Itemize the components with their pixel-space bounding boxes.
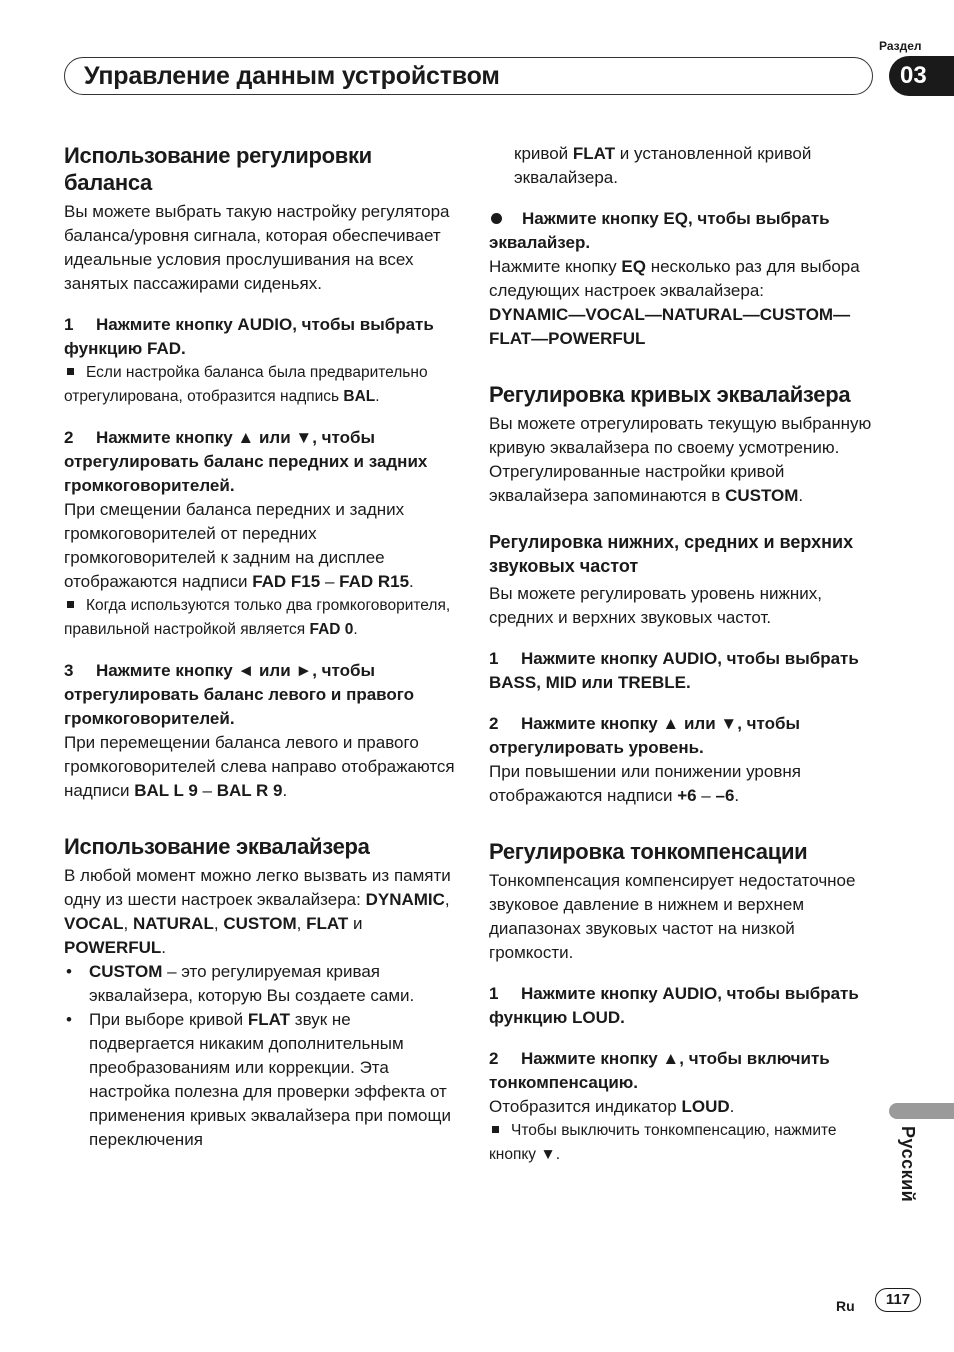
loud-step-2: 2 Нажмите кнопку ▲, чтобы включить тонкомпенсацию.	[489, 1049, 830, 1092]
section-number-badge: 03	[889, 56, 954, 96]
square-bullet-icon	[67, 601, 74, 608]
balance-note-1: Если настройка баланса была предварительно отрегулирована, отобразится надпись BAL.	[64, 364, 428, 405]
eq-select-step: Нажмите кнопку EQ, чтобы выбрать эквалайзер.	[489, 209, 830, 252]
bands-step-2: 2 Нажмите кнопку ▲ или ▼, чтобы отрегулировать уровень.	[489, 714, 801, 757]
round-bullet-icon	[491, 213, 502, 224]
loud-step-1: 1 Нажмите кнопку AUDIO, чтобы выбрать функцию LOUD.	[489, 984, 859, 1027]
language-code: Ru	[836, 1298, 855, 1314]
list-item: • CUSTOM – это регулируемая кривая эквалайзера, которую Вы создаете сами.	[64, 960, 456, 1008]
bands-heading: Регулировка нижних, средних и верхних звуковых частот	[489, 532, 854, 576]
left-column	[64, 142, 456, 1152]
page-title: Управление данным устройством	[84, 62, 500, 90]
balance-heading: Использование регулировки баланса	[64, 143, 372, 195]
eq-bullet-list	[64, 960, 456, 1152]
curves-heading: Регулировка кривых эквалайзера	[489, 382, 851, 407]
right-column	[489, 142, 881, 1167]
balance-intro: Вы можете выбрать такую настройку регулятора баланса/уровня сигнала, которая обеспечивает идеальные условия прослушивания на всех занятых пассажирами сиденьях.	[64, 202, 450, 293]
section-label: Раздел	[879, 39, 922, 53]
eq-intro: В любой момент можно легко вызвать из памяти одну из шести настроек эквалайзера: DYNAMIC, VOCAL, NATURAL, CUSTOM, FLAT и POWERFUL.	[64, 866, 451, 957]
square-bullet-icon	[67, 368, 74, 375]
language-label: Русский	[898, 1126, 918, 1203]
square-bullet-icon	[492, 1126, 499, 1133]
balance-step-2-body: При смещении баланса передних и задних громкоговорителей от передних громкоговорителей к задним на дисплее отображаются надписи FAD F15 – FAD R15.	[64, 500, 414, 591]
eq-heading: Использование эквалайзера	[64, 834, 370, 859]
balance-step-3: 3 Нажмите кнопку ◄ или ►, чтобы отрегулировать баланс левого и правого громкоговорителей.	[64, 661, 415, 728]
balance-note-2: Когда используются только два громкоговорителя, правильной настройкой является FAD 0.	[64, 597, 451, 638]
eq-bullet-continuation: кривой FLAT и установленной кривой эквалайзера.	[514, 144, 812, 187]
balance-step-2: 2 Нажмите кнопку ▲ или ▼, чтобы отрегулировать баланс передних и задних громкоговорителей.	[64, 428, 428, 495]
eq-sequence: DYNAMIC—VOCAL—NATURAL—CUSTOM—FLAT—POWERFUL	[489, 305, 851, 348]
bands-intro: Вы можете регулировать уровень нижних, средних и верхних звуковых частот.	[489, 584, 822, 627]
eq-select-body: Нажмите кнопку EQ несколько раз для выбора следующих настроек эквалайзера:	[489, 257, 860, 300]
loud-step-2-body: Отобразится индикатор LOUD.	[489, 1097, 735, 1116]
bands-step-2-body: При повышении или понижении уровня отображаются надписи +6 – –6.	[489, 762, 801, 805]
bands-step-1: 1 Нажмите кнопку AUDIO, чтобы выбрать BASS, MID или TREBLE.	[489, 649, 859, 692]
curves-body: Вы можете отрегулировать текущую выбранную кривую эквалайзера по своему усмотрению. Отрегулированные настройки кривой эквалайзера запоминаются в CUSTOM.	[489, 414, 872, 505]
page-number: 117	[875, 1288, 921, 1312]
loud-note: Чтобы выключить тонкомпенсацию, нажмите кнопку ▼.	[489, 1122, 837, 1163]
loud-intro: Тонкомпенсация компенсирует недостаточное звуковое давление в нижнем и верхнем диапазонах звуковых частот на низкой громкости.	[489, 871, 856, 962]
loud-heading: Регулировка тонкомпенсации	[489, 839, 808, 864]
balance-step-3-body: При перемещении баланса левого и правого громкоговорителей слева направо отображаются надписи BAL L 9 – BAL R 9.	[64, 733, 455, 800]
language-tab	[889, 1103, 954, 1119]
list-item: • При выборе кривой FLAT звук не подвергается никаким дополнительным преобразованиям или коррекции. Эта настройка полезна для проверки эффекта от применения кривых эквалайзера при помощи переключения	[64, 1008, 456, 1152]
balance-step-1: 1 Нажмите кнопку AUDIO, чтобы выбрать функцию FAD.	[64, 315, 434, 358]
